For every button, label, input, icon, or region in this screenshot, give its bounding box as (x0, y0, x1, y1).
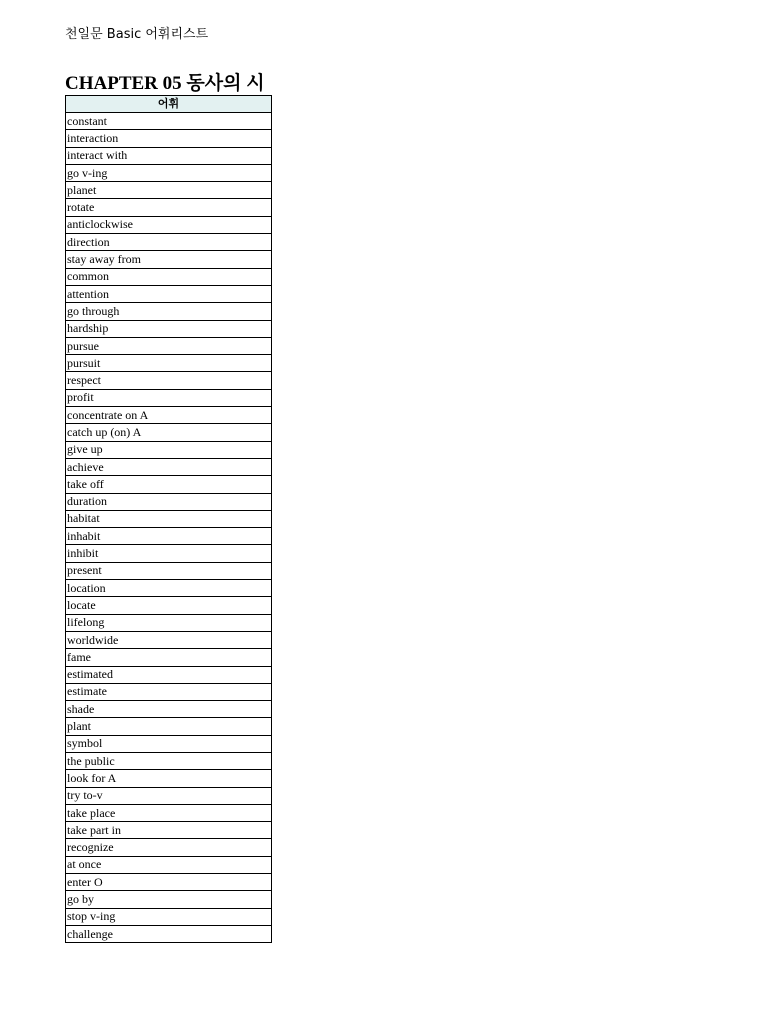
column-header-vocabulary: 어휘 (66, 96, 272, 113)
table-row (66, 908, 272, 925)
table-row (66, 424, 272, 441)
vocabulary-word-cell: catch up (on) A (66, 424, 272, 441)
vocabulary-word-cell: habitat (66, 510, 272, 527)
table-row (66, 804, 272, 821)
vocabulary-word-cell: look for A (66, 770, 272, 787)
vocabulary-word-cell: attention (66, 285, 272, 302)
table-row (66, 925, 272, 942)
table-row (66, 251, 272, 268)
table-row (66, 597, 272, 614)
vocabulary-word-cell: present (66, 562, 272, 579)
table-row (66, 891, 272, 908)
table-row (66, 718, 272, 735)
vocabulary-word-cell: pursuit (66, 355, 272, 372)
table-row (66, 614, 272, 631)
table-row (66, 320, 272, 337)
vocabulary-word-cell: concentrate on A (66, 407, 272, 424)
vocabulary-word-cell: recognize (66, 839, 272, 856)
vocabulary-word-cell: inhibit (66, 545, 272, 562)
vocabulary-word-cell: duration (66, 493, 272, 510)
table-header-row (66, 96, 272, 113)
table-row (66, 822, 272, 839)
vocabulary-word-cell: direction (66, 234, 272, 251)
vocabulary-table (65, 95, 272, 943)
vocabulary-word-cell: planet (66, 182, 272, 199)
table-row (66, 355, 272, 372)
vocabulary-word-cell: common (66, 268, 272, 285)
vocabulary-word-cell: worldwide (66, 631, 272, 648)
table-row (66, 476, 272, 493)
vocabulary-word-cell: give up (66, 441, 272, 458)
vocabulary-word-cell: symbol (66, 735, 272, 752)
table-row (66, 113, 272, 130)
table-row (66, 147, 272, 164)
table-row (66, 337, 272, 354)
table-row (66, 649, 272, 666)
vocabulary-word-cell: estimated (66, 666, 272, 683)
table-row (66, 580, 272, 597)
vocabulary-word-cell: at once (66, 856, 272, 873)
vocabulary-word-cell: go by (66, 891, 272, 908)
vocabulary-word-cell: shade (66, 701, 272, 718)
vocabulary-word-cell: hardship (66, 320, 272, 337)
table-row (66, 545, 272, 562)
vocabulary-word-cell: profit (66, 389, 272, 406)
vocabulary-word-cell: rotate (66, 199, 272, 216)
vocabulary-word-cell: locate (66, 597, 272, 614)
vocabulary-word-cell: go v-ing (66, 164, 272, 181)
vocabulary-word-cell: challenge (66, 925, 272, 942)
vocabulary-word-cell: anticlockwise (66, 216, 272, 233)
table-row (66, 666, 272, 683)
table-row (66, 683, 272, 700)
table-row (66, 510, 272, 527)
vocabulary-word-cell: fame (66, 649, 272, 666)
table-row (66, 182, 272, 199)
vocabulary-word-cell: achieve (66, 458, 272, 475)
table-row (66, 493, 272, 510)
vocabulary-word-cell: go through (66, 303, 272, 320)
table-row (66, 562, 272, 579)
table-row (66, 735, 272, 752)
table-row (66, 234, 272, 251)
table-row (66, 441, 272, 458)
vocabulary-word-cell: the public (66, 752, 272, 769)
table-row (66, 458, 272, 475)
vocabulary-word-cell: stay away from (66, 251, 272, 268)
vocabulary-word-cell: try to-v (66, 787, 272, 804)
table-row (66, 874, 272, 891)
table-row (66, 407, 272, 424)
vocabulary-table-body (66, 113, 272, 943)
vocabulary-word-cell: estimate (66, 683, 272, 700)
table-row (66, 199, 272, 216)
table-row (66, 372, 272, 389)
chapter-title: CHAPTER 05 동사의 시 (65, 73, 265, 94)
vocabulary-word-cell: take off (66, 476, 272, 493)
vocabulary-word-cell: enter O (66, 874, 272, 891)
table-row (66, 268, 272, 285)
table-row (66, 839, 272, 856)
table-row (66, 701, 272, 718)
table-row (66, 303, 272, 320)
vocabulary-word-cell: lifelong (66, 614, 272, 631)
vocabulary-word-cell: pursue (66, 337, 272, 354)
vocabulary-word-cell: plant (66, 718, 272, 735)
vocabulary-word-cell: location (66, 580, 272, 597)
vocabulary-word-cell: respect (66, 372, 272, 389)
table-row (66, 856, 272, 873)
table-row (66, 631, 272, 648)
table-row (66, 285, 272, 302)
table-row (66, 752, 272, 769)
table-row (66, 528, 272, 545)
page-header: 천일문 Basic 어휘리스트 (65, 27, 209, 42)
vocabulary-word-cell: stop v-ing (66, 908, 272, 925)
vocabulary-word-cell: interact with (66, 147, 272, 164)
table-row (66, 130, 272, 147)
table-row (66, 770, 272, 787)
table-row (66, 216, 272, 233)
vocabulary-word-cell: take part in (66, 822, 272, 839)
vocabulary-word-cell: take place (66, 804, 272, 821)
vocabulary-word-cell: constant (66, 113, 272, 130)
table-row (66, 164, 272, 181)
table-row (66, 787, 272, 804)
vocabulary-word-cell: inhabit (66, 528, 272, 545)
table-row (66, 389, 272, 406)
vocabulary-word-cell: interaction (66, 130, 272, 147)
